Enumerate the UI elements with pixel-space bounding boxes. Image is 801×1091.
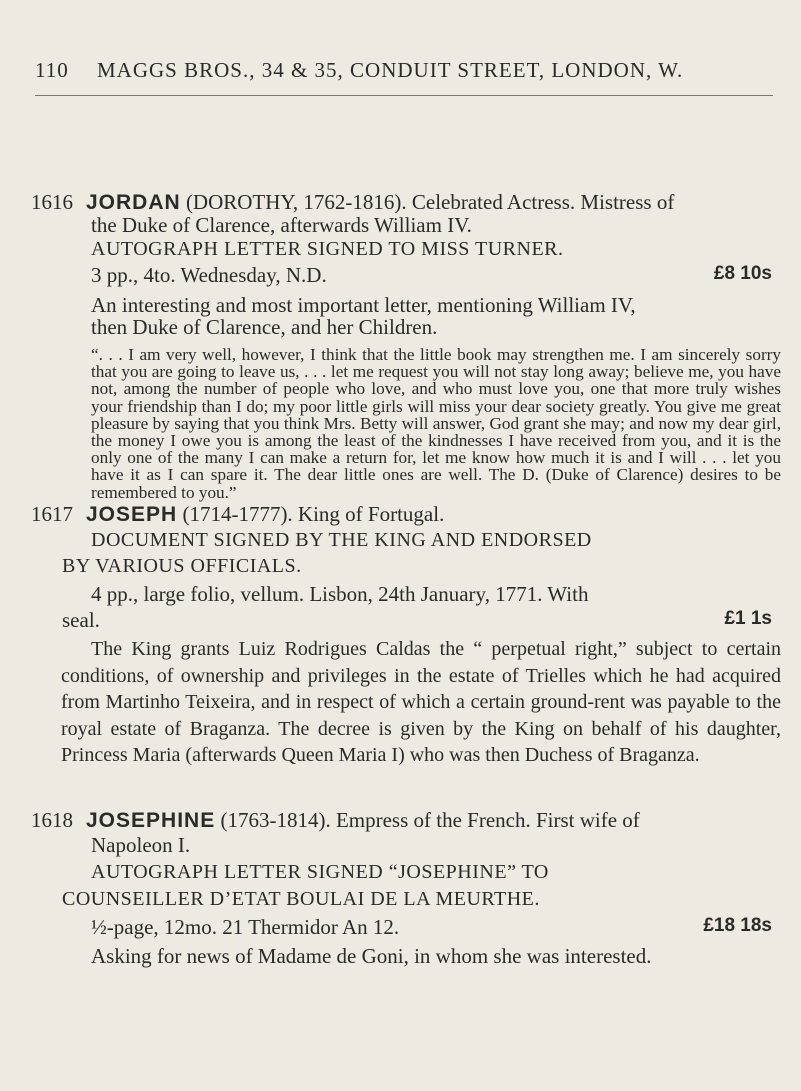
page-number: 110 [35,58,69,82]
entry-summary [91,294,781,338]
lot-number: 1618 [31,808,73,832]
summary-line2: then Duke of Clarence, and her Children. [91,315,438,339]
item-details-line2: seal. [62,608,100,632]
summary-line1: An interesting and most important letter, mentioning William IV, [91,293,636,317]
entry-intro-line1: (1714-1777). King of Fortugal. [182,502,445,526]
item-details: 3 pp., 4to. Wednesday, N.D. [91,263,327,287]
price: £18 18s [703,915,772,936]
item-title-line2: COUNSEILLER D’ETAT BOULAI DE LA MEURTHE. [62,888,540,910]
entry-intro [86,808,640,833]
entry-name: JOSEPH [86,503,178,526]
entry-description: The King grants Luiz Rodrigues Caldas the “ perpetual right,” subject to certain conditions, of ownership and privileges in the estate of Trielles which he had acquired from Martinho Teixeira, and in respect of which a certain ground-rent was payable to the royal estate of Braganza. The decree is given by the King on behalf of his daughter, Princess Maria (afterwards Queen Maria I) who was then Duchess of Braganza. [61,638,781,766]
entry-intro [86,190,674,215]
lot-number: 1616 [31,190,73,214]
item-title: AUTOGRAPH LETTER SIGNED TO MISS TURNER. [91,238,564,260]
item-details-line1: 4 pp., large folio, vellum. Lisbon, 24th January, 1771. With [91,582,589,606]
entry-intro [86,502,444,527]
item-title-line1: AUTOGRAPH LETTER SIGNED “JOSEPHINE” TO [91,861,549,883]
page-header [35,58,775,83]
entry-name: JORDAN [86,191,181,214]
publisher-line: MAGGS BROS., 34 & 35, CONDUIT STREET, LONDON, W. [97,58,684,82]
price: £8 10s [713,263,772,284]
entry-intro-line2: Napoleon I. [91,833,191,857]
item-title-line2: BY VARIOUS OFFICIALS. [62,555,302,577]
entry-intro-line1: (1763-1814). Empress of the French. First wife of [220,808,640,832]
item-details: ½-page, 12mo. 21 Thermidor An 12. [91,915,400,939]
lot-number: 1617 [31,502,73,526]
entry-summary: Asking for news of Madame de Goni, in whom she was interested. [91,944,652,968]
letter-quotation: “. . . I am very well, however, I think that the little book may strengthen me. I am sincerely sorry that you are going to leave us, . . . let me request you will not stay long away; believe me, you have not, among the number of people who love, and who must love you, one that more truly wishes your friendship than I do; my poor little girls will miss your dear society greatly. You give me great pleasure by saying that you think Mrs. Betty will answer, God grant she may; and now my dear girl, the money I owe you is among the least of the kindnesses I have received from you, and it is the only one of the many I can make a return for, let me know how much it is and I will . . . let you have it as I can spare it. The dear little ones are well. The D. (Duke of Clarence) desires to be remembered to you.” [91,345,781,502]
entry-intro-line2: the Duke of Clarence, afterwards William IV. [91,213,472,237]
item-title-line1: DOCUMENT SIGNED BY THE KING AND ENDORSED [91,529,592,551]
header-rule [35,95,773,96]
entry-intro-line1: (DOROTHY, 1762-1816). Celebrated Actress. Mistress of [185,190,675,214]
price: £1 1s [724,608,772,629]
entry-name: JOSEPHINE [86,809,216,832]
